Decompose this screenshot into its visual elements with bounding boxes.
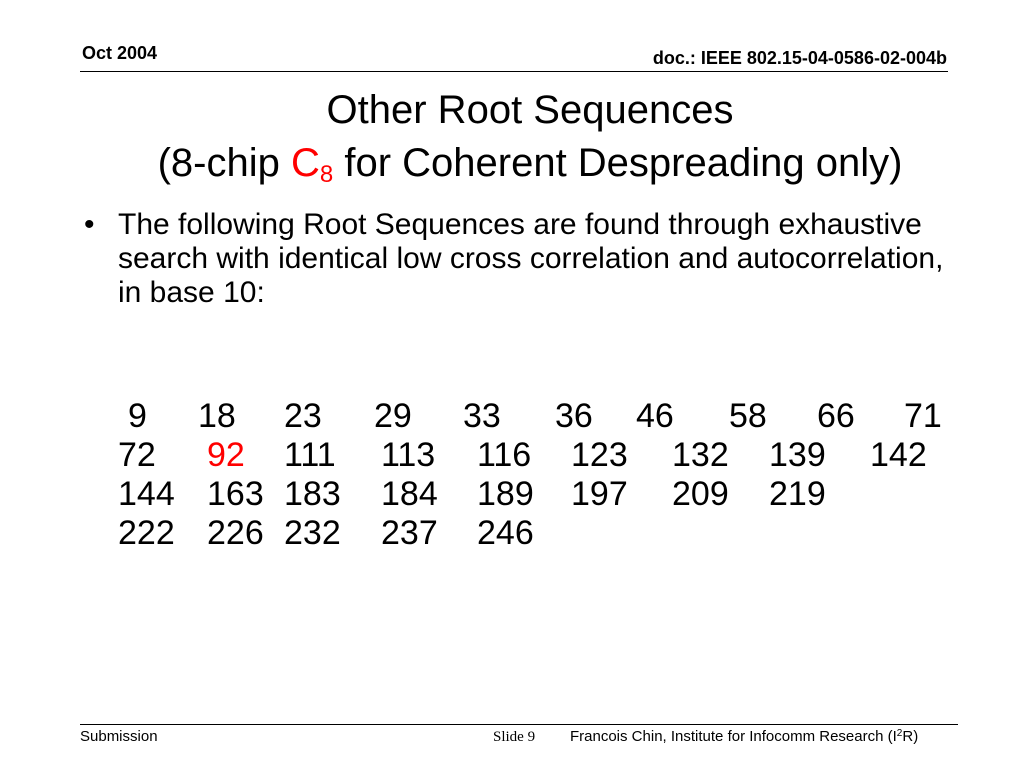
sequence-value: 58 [729, 397, 767, 435]
header-divider [80, 71, 948, 72]
sequence-row [118, 475, 958, 514]
sequence-value: 116 [477, 436, 532, 474]
sequence-value: 132 [672, 436, 729, 474]
sequence-row [118, 514, 958, 553]
sequence-value: 33 [463, 397, 501, 435]
root-sequence-list [118, 397, 958, 553]
header-doc-id: doc.: IEEE 802.15-04-0586-02-004b [652, 48, 947, 68]
sequence-value: 246 [477, 514, 534, 552]
sequence-value: 232 [284, 514, 341, 552]
sequence-row [118, 436, 958, 475]
footer-slide-number: Slide 9 [493, 729, 536, 745]
title-line-1: Other Root Sequences [326, 88, 734, 132]
sequence-value: 184 [381, 475, 438, 513]
title-symbol: C [290, 141, 320, 185]
sequence-value: 72 [118, 436, 156, 474]
slide-title [0, 84, 1024, 190]
sequence-value: 139 [769, 436, 826, 474]
sequence-value: 183 [284, 475, 341, 513]
footer-divider [80, 724, 958, 725]
footer-author-suffix: R) [902, 728, 919, 745]
sequence-value: 222 [118, 514, 175, 552]
sequence-value: 18 [198, 397, 236, 435]
footer-author-sup: 2 [896, 728, 903, 739]
sequence-value: 226 [207, 514, 264, 552]
sequence-value: 29 [374, 397, 412, 435]
sequence-value: 209 [672, 475, 729, 513]
sequence-value: 111 [284, 436, 336, 474]
sequence-value: 197 [571, 475, 628, 513]
sequence-value: 66 [817, 397, 855, 435]
sequence-value: 163 [207, 475, 264, 513]
sequence-value: 36 [555, 397, 593, 435]
footer-author [570, 728, 918, 745]
title-line-2-suffix: for Coherent Despreading only) [333, 141, 903, 185]
bullet-marker: • [84, 208, 95, 241]
title-line-2 [0, 137, 1024, 190]
sequence-value: 219 [769, 475, 826, 513]
title-subscript: 8 [319, 161, 334, 188]
sequence-value: 46 [636, 397, 674, 435]
sequence-value: 237 [381, 514, 438, 552]
sequence-row [118, 397, 958, 436]
sequence-value: 123 [571, 436, 628, 474]
sequence-value: 71 [904, 397, 942, 435]
footer-author-prefix: Francois Chin, Institute for Infocomm Research (I [570, 728, 897, 745]
highlighted-sequence-value: 92 [207, 436, 245, 474]
bullet-item [84, 208, 944, 310]
sequence-value: 113 [381, 436, 436, 474]
footer-submission: Submission [80, 728, 158, 745]
sequence-value: 144 [118, 475, 175, 513]
header-date: Oct 2004 [82, 43, 158, 63]
sequence-value: 142 [870, 436, 927, 474]
title-line-2-prefix: (8-chip [157, 141, 291, 185]
sequence-value: 23 [284, 397, 322, 435]
sequence-value: 9 [128, 397, 147, 435]
bullet-text: The following Root Sequences are found through exhaustive search with identical low cross correlation and autocorrelation, in base 10: [118, 208, 944, 309]
sequence-value: 189 [477, 475, 534, 513]
